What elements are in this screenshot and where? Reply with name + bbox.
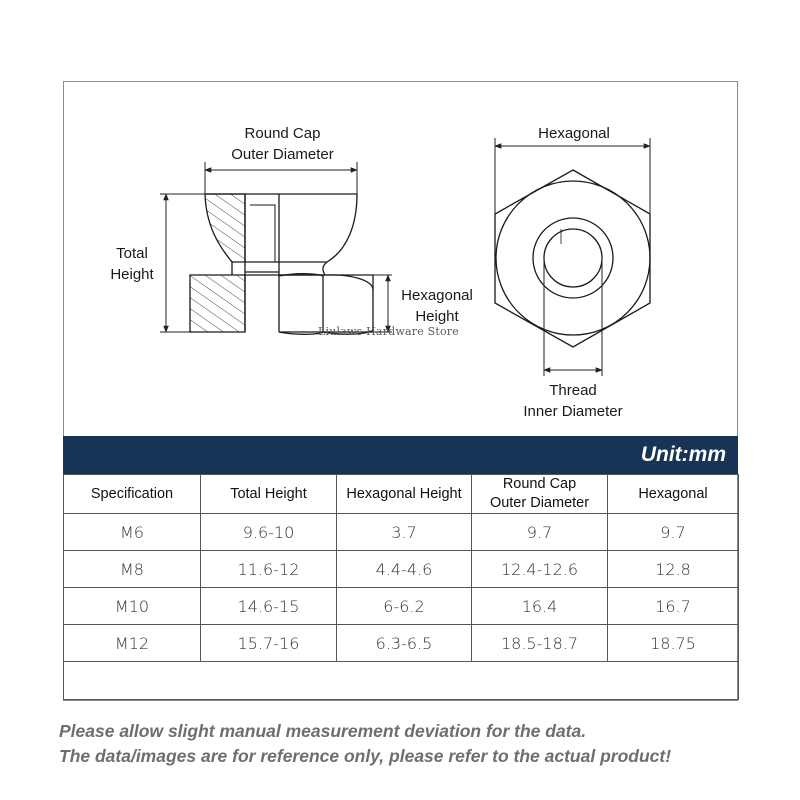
table-cell: 11.6-12 (201, 551, 337, 588)
table-cell: 14.6-15 (201, 588, 337, 625)
table-cell: 9.7 (608, 514, 739, 551)
table-row (64, 625, 739, 662)
table-cell: 16.7 (608, 588, 739, 625)
table-cell: 18.5-18.7 (472, 625, 608, 662)
table-cell: 3.7 (337, 514, 472, 551)
table-header-row (64, 475, 739, 514)
table-row (64, 588, 739, 625)
hexagonal-height-label: Hexagonal Height (401, 287, 473, 325)
dome-section (205, 194, 245, 262)
table-cell: 9.7 (472, 514, 608, 551)
table-cell: 9.6-10 (201, 514, 337, 551)
bore (245, 194, 279, 332)
hex-inscribed-circle (496, 181, 650, 335)
table-cell: M6 (64, 514, 201, 551)
table-cell: 12.8 (608, 551, 739, 588)
table-row (64, 551, 739, 588)
col-header-hexagonal-height: Hexagonal Height (337, 475, 472, 514)
thread-diameter-label: Thread Inner Diameter (523, 382, 623, 420)
unit-header-band (63, 436, 738, 474)
table-cell: 15.7-16 (201, 625, 337, 662)
round-cap-diameter-label: Round Cap Outer Diameter (231, 125, 334, 163)
table-cell: M10 (64, 588, 201, 625)
table-cell: 4.4-4.6 (337, 551, 472, 588)
table-row (64, 514, 739, 551)
table-cell: 18.75 (608, 625, 739, 662)
unit-label: Unit:mm (640, 443, 726, 466)
hex-body (245, 275, 373, 332)
table-cell: 16.4 (472, 588, 608, 625)
side-view (190, 194, 373, 334)
note-line: Please allow slight manual measurement deviation for the data. (59, 721, 587, 741)
cap-outer-ring (533, 218, 613, 298)
table-cell: 12.4-12.6 (472, 551, 608, 588)
total-height-label: Total Height (110, 245, 154, 283)
empty-cell (64, 662, 739, 700)
hexagon-outline (495, 170, 650, 347)
table-row-empty (64, 662, 739, 700)
spec-table (63, 474, 739, 700)
hex-section (190, 275, 245, 332)
col-header-hexagonal: Hexagonal (608, 475, 739, 514)
table-cell: 6.3-6.5 (337, 625, 472, 662)
table-cell: 6-6.2 (337, 588, 472, 625)
disclaimer-notes (59, 719, 794, 769)
thread-bore (544, 229, 602, 287)
col-header-round-cap-diameter: Round Cap Outer Diameter (472, 475, 608, 514)
col-header-specification: Specification (64, 475, 201, 514)
table-cell: M12 (64, 625, 201, 662)
watermark-text: Liulaws Hardware Store (318, 325, 459, 338)
hexagonal-label: Hexagonal (538, 125, 610, 142)
top-view (495, 170, 650, 347)
top-dimensions (495, 138, 650, 376)
note-line: The data/images are for reference only, please refer to the actual product! (59, 746, 672, 766)
table-cell: M8 (64, 551, 201, 588)
col-header-total-height: Total Height (201, 475, 337, 514)
